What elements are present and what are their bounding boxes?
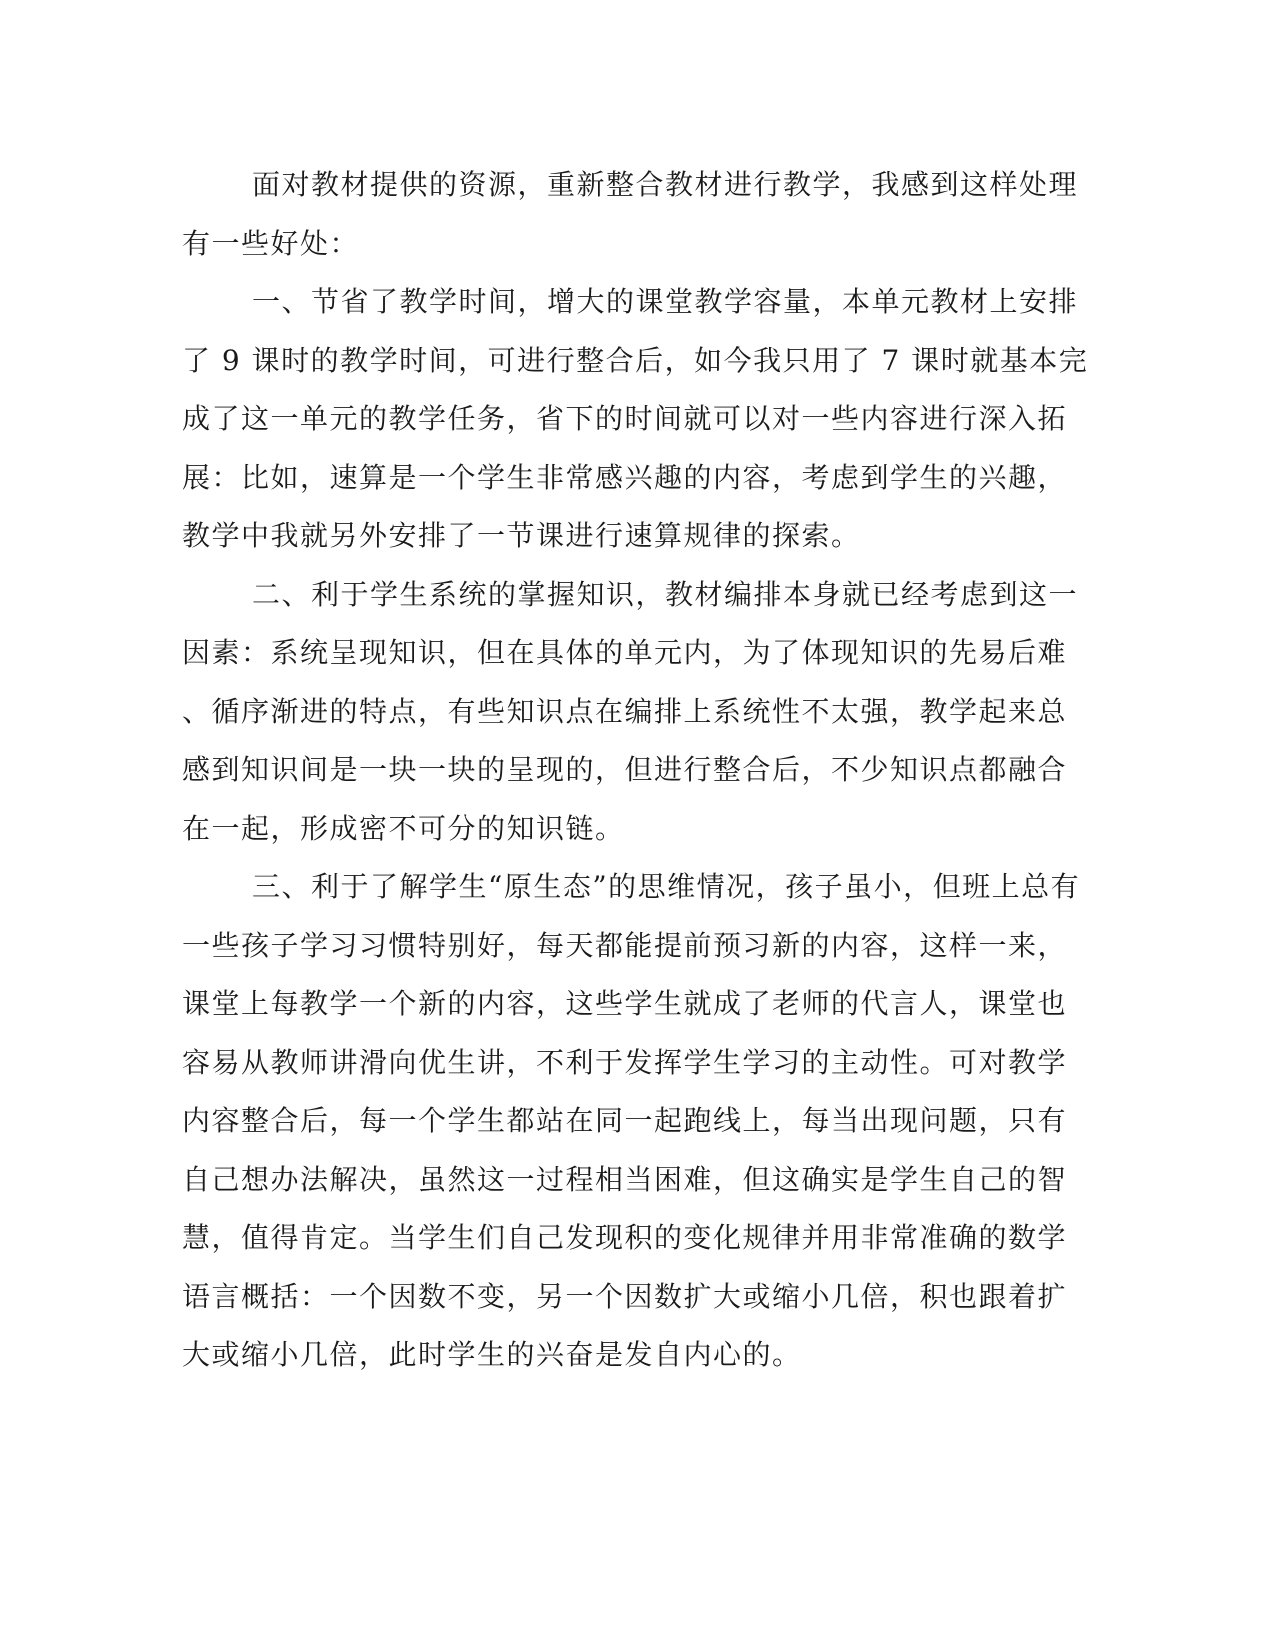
- text-line: 慧，值得肯定。当学生们自己发现积的变化规律并用非常准确的数学: [182, 1221, 1068, 1254]
- text-line: 一、节省了教学时间，增大的课堂教学容量，本单元教材上安排: [252, 285, 1079, 318]
- text-line: 展：比如，速算是一个学生非常感兴趣的内容，考虑到学生的兴趣，: [182, 460, 1068, 494]
- text-line: 有一些好处：: [182, 226, 360, 260]
- text-line: 在一起，形成密不可分的知识链。: [182, 811, 625, 845]
- text-line: 了 9 课时的教学时间，可进行整合后，如今我只用了 7 课时就基本完: [182, 343, 1089, 377]
- text-line: 内容整合后，每一个学生都站在同一起跑线上，每当出现问题，只有: [182, 1104, 1068, 1137]
- text-line: 成了这一单元的教学任务，省下的时间就可以对一些内容进行深入拓: [182, 402, 1068, 435]
- text-line: 课堂上每教学一个新的内容，这些学生就成了老师的代言人，课堂也: [182, 987, 1068, 1020]
- text-line: 因素：系统呈现知识，但在具体的单元内，为了体现知识的先易后难: [182, 636, 1068, 669]
- text-line: 三、利于了解学生“原生态”的思维情况，孩子虽小，但班上总有: [252, 870, 1081, 903]
- text-line: 大或缩小几倍，此时学生的兴奋是发自内心的。: [182, 1338, 802, 1371]
- text-line: 一些孩子学习习惯特别好，每天都能提前预习新的内容，这样一来，: [182, 928, 1068, 962]
- text-line: 面对教材提供的资源，重新整合教材进行教学，我感到这样处理: [252, 168, 1079, 201]
- body-text: [182, 156, 1089, 1385]
- text-line: 教学中我就另外安排了一节课进行速算规律的探索。: [182, 519, 861, 552]
- text-line: 二、利于学生系统的掌握知识，教材编排本身就已经考虑到这一: [252, 577, 1079, 611]
- text-line: 自己想办法解决，虽然这一过程相当困难，但这确实是学生自己的智: [182, 1162, 1068, 1196]
- text-line: 容易从教师讲滑向优生讲，不利于发挥学生学习的主动性。可对教学: [182, 1045, 1068, 1079]
- text-line: 语言概括：一个因数不变，另一个因数扩大或缩小几倍，积也跟着扩: [182, 1279, 1068, 1313]
- text-line: 感到知识间是一块一块的呈现的，但进行整合后，不少知识点都融合: [182, 753, 1068, 786]
- text-line: 、循序渐进的特点，有些知识点在编排上系统性不太强，教学起来总: [182, 694, 1068, 728]
